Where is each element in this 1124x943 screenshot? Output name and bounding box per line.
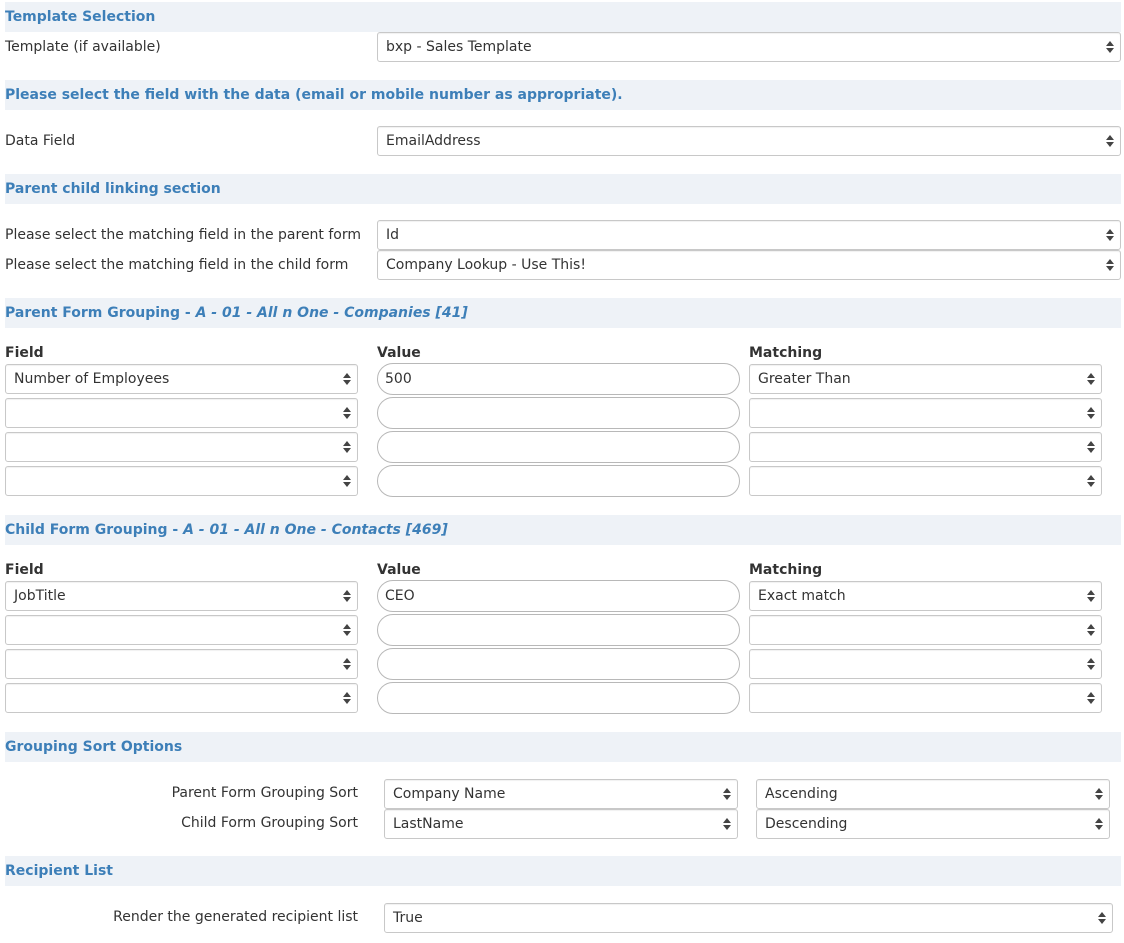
parent-match-value: Id bbox=[386, 227, 400, 243]
child-sort-label: Child Form Grouping Sort bbox=[181, 815, 358, 831]
data-field-value: EmailAddress bbox=[386, 133, 481, 149]
section-title-prefix: Parent Form Grouping - bbox=[5, 305, 196, 321]
parent-sort-field-select[interactable] bbox=[384, 779, 738, 809]
select-arrows-icon bbox=[1106, 259, 1114, 271]
child-matching-value: Exact match bbox=[758, 588, 846, 604]
column-header-value: Value bbox=[377, 562, 421, 578]
child-match-label: Please select the matching field in the child form bbox=[5, 257, 349, 273]
parent-matching-select[interactable] bbox=[749, 432, 1102, 462]
render-recipient-value: True bbox=[393, 910, 423, 926]
section-header-sort bbox=[5, 732, 1121, 762]
section-title: Parent child linking section bbox=[5, 181, 221, 197]
section-header-parent-grouping bbox=[5, 298, 1121, 328]
section-title: Grouping Sort Options bbox=[5, 739, 183, 755]
parent-match-label: Please select the matching field in the parent form bbox=[5, 227, 362, 243]
parent-sort-order-select[interactable] bbox=[756, 779, 1110, 809]
template-select-value: bxp - Sales Template bbox=[386, 39, 532, 55]
child-value-input[interactable] bbox=[377, 648, 740, 680]
child-field-value: JobTitle bbox=[14, 588, 66, 604]
parent-value-input[interactable]: 500 bbox=[377, 363, 740, 395]
select-arrows-icon bbox=[343, 624, 351, 636]
select-arrows-icon bbox=[343, 658, 351, 670]
child-matching-select[interactable] bbox=[749, 615, 1102, 645]
child-field-select[interactable] bbox=[5, 581, 358, 611]
child-value-input[interactable] bbox=[377, 614, 740, 646]
child-matching-select[interactable] bbox=[749, 581, 1102, 611]
parent-field-select[interactable] bbox=[5, 432, 358, 462]
section-title: Template Selection bbox=[5, 9, 156, 25]
parent-sort-field-value: Company Name bbox=[393, 786, 506, 802]
select-arrows-icon bbox=[343, 475, 351, 487]
column-header-field: Field bbox=[5, 345, 44, 361]
select-arrows-icon bbox=[723, 788, 731, 800]
parent-field-value: Number of Employees bbox=[14, 371, 170, 387]
select-arrows-icon bbox=[1087, 441, 1095, 453]
select-arrows-icon bbox=[1106, 229, 1114, 241]
parent-field-select[interactable] bbox=[5, 364, 358, 394]
child-match-value: Company Lookup - Use This! bbox=[386, 257, 586, 273]
column-header-matching: Matching bbox=[749, 562, 823, 578]
select-arrows-icon bbox=[343, 590, 351, 602]
child-sort-field-select[interactable] bbox=[384, 809, 738, 839]
select-arrows-icon bbox=[343, 407, 351, 419]
data-field-select[interactable] bbox=[377, 126, 1121, 156]
render-recipient-select[interactable] bbox=[384, 903, 1113, 933]
child-match-select[interactable] bbox=[377, 250, 1121, 280]
select-arrows-icon bbox=[723, 818, 731, 830]
select-arrows-icon bbox=[1087, 373, 1095, 385]
column-header-matching: Matching bbox=[749, 345, 823, 361]
select-arrows-icon bbox=[1095, 818, 1103, 830]
section-title-prefix: Child Form Grouping - bbox=[5, 522, 184, 538]
column-header-value: Value bbox=[377, 345, 421, 361]
parent-value-input[interactable] bbox=[377, 397, 740, 429]
parent-sort-order-value: Ascending bbox=[765, 786, 838, 802]
select-arrows-icon bbox=[1106, 135, 1114, 147]
section-title: Please select the field with the data (email or mobile number as appropriate). bbox=[5, 87, 623, 103]
child-field-select[interactable] bbox=[5, 683, 358, 713]
parent-matching-select[interactable] bbox=[749, 364, 1102, 394]
child-field-select[interactable] bbox=[5, 615, 358, 645]
column-header-field: Field bbox=[5, 562, 44, 578]
parent-value-input[interactable] bbox=[377, 431, 740, 463]
parent-match-select[interactable] bbox=[377, 220, 1121, 250]
data-field-label: Data Field bbox=[5, 133, 76, 149]
select-arrows-icon bbox=[1106, 41, 1114, 53]
section-title-form: A - 01 - All n One - Companies [41] bbox=[195, 305, 468, 321]
child-sort-field-value: LastName bbox=[393, 816, 464, 832]
template-label: Template (if available) bbox=[5, 39, 161, 55]
section-header-recipient bbox=[5, 856, 1121, 886]
select-arrows-icon bbox=[1087, 692, 1095, 704]
section-header-data bbox=[5, 80, 1121, 110]
parent-field-select[interactable] bbox=[5, 466, 358, 496]
render-recipient-label: Render the generated recipient list bbox=[113, 909, 358, 925]
section-title-form: A - 01 - All n One - Contacts [469] bbox=[183, 522, 448, 538]
parent-matching-select[interactable] bbox=[749, 398, 1102, 428]
select-arrows-icon bbox=[1087, 590, 1095, 602]
section-header-child-grouping bbox=[5, 515, 1121, 545]
select-arrows-icon bbox=[1095, 788, 1103, 800]
child-sort-order-select[interactable] bbox=[756, 809, 1110, 839]
child-value-input[interactable]: CEO bbox=[377, 580, 740, 612]
select-arrows-icon bbox=[1087, 475, 1095, 487]
child-matching-select[interactable] bbox=[749, 649, 1102, 679]
parent-matching-value: Greater Than bbox=[758, 371, 851, 387]
select-arrows-icon bbox=[343, 692, 351, 704]
child-matching-select[interactable] bbox=[749, 683, 1102, 713]
section-header-linking bbox=[5, 174, 1121, 204]
section-title: Recipient List bbox=[5, 863, 113, 879]
parent-value-input[interactable] bbox=[377, 465, 740, 497]
select-arrows-icon bbox=[1098, 912, 1106, 924]
select-arrows-icon bbox=[343, 441, 351, 453]
parent-sort-label: Parent Form Grouping Sort bbox=[171, 785, 358, 801]
parent-matching-select[interactable] bbox=[749, 466, 1102, 496]
select-arrows-icon bbox=[1087, 658, 1095, 670]
child-field-select[interactable] bbox=[5, 649, 358, 679]
select-arrows-icon bbox=[1087, 624, 1095, 636]
child-value-input[interactable] bbox=[377, 682, 740, 714]
template-select[interactable] bbox=[377, 32, 1121, 62]
select-arrows-icon bbox=[343, 373, 351, 385]
section-header-template bbox=[5, 2, 1121, 32]
child-sort-order-value: Descending bbox=[765, 816, 848, 832]
parent-field-select[interactable] bbox=[5, 398, 358, 428]
select-arrows-icon bbox=[1087, 407, 1095, 419]
